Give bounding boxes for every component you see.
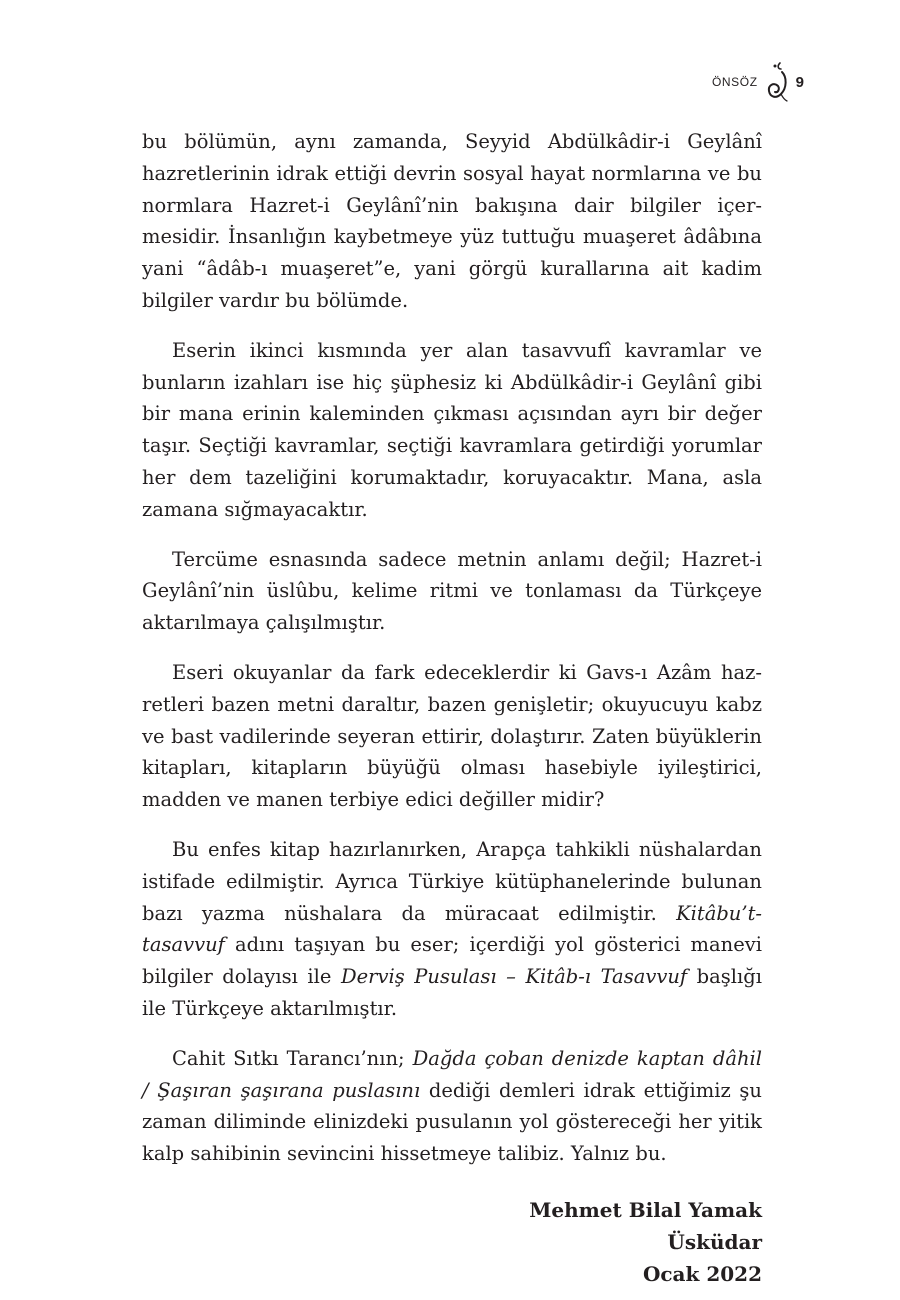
italic-text: Derviş Pusulası – Kitâb-ı Tasavvuf [340, 965, 688, 989]
text-segment: Cahit Sıtkı Tarancı’nın; [172, 1046, 413, 1070]
paragraph [142, 126, 762, 317]
text-segment: Eserin ikinci kısmında yer alan tasavvufî kavramlar ve bunların izahları ise hiç şüphesiz ki Abdülkâdir-i Geylânî gibi bir mana erinin kaleminden çıkması açısından ayrı bir değer taşır. Seçtiği kavramlar, seçtiği kavramlara getirdiği yorumlar her dem tazeliğini korumaktadır, koruyacaktır. Mana, asla zamana sığmayacaktır. [142, 338, 762, 521]
text-segment: başlığı ile Türkçeye aktarılmıştır. [142, 965, 762, 1020]
italic-text: Kitâbu’t-tasavvuf [142, 901, 762, 957]
text-segment: Eseri okuyanlar da fark edeceklerdir ki Gavs-ı Azâm hazretleri bazen metni daraltır, bazen genişletir; okuyucuyu kabz ve bast vadilerinde seyeran ettirir, dolaştırır. Zaten büyüklerin kitapları, kitapların büyüğü olması hasebiyle iyileştirici, madden ve manen terbiye edici değiller midir? [142, 660, 762, 812]
paragraph [142, 1043, 762, 1170]
page-header [712, 60, 804, 104]
text-segment: bu bölümün, aynı zamanda, Seyyid Abdülkâdir-i Geylânî hazretlerinin idrak ettiği devrin sosyal hayat normlarına ve bu normlara Hazret-i Geylânî’nin bakışına dair bilgiler içermesidir. İnsanlığın kaybetmeye yüz tuttuğu muaşeret âdâbına yani “âdâb-ı muaşeret”e, yani görgü kurallarına ait kadim bilgiler vardır bu bölümde. [142, 130, 762, 312]
signature-date: Ocak 2022 [642, 1261, 762, 1286]
paragraph [142, 335, 762, 526]
calligraphic-ornament-icon [766, 60, 788, 104]
signature-block [142, 1194, 762, 1290]
page-number: 9 [795, 73, 804, 91]
paragraph [142, 544, 762, 639]
section-label: ÖNSÖZ [711, 75, 758, 89]
text-segment: adını taşıyan bu eser; içerdiği yol gösterici manevi bilgiler dolayısı ile [142, 933, 762, 989]
text-segment: Bu enfes kitap hazırlanırken, Arapça tahkikli nüshalardan istifade edilmiştir. Ayrıca Türkiye kütüphanelerinde bulunan bazı yazma nüshalara da müracaat edilmiştir. [142, 837, 762, 925]
text-segment: Tercüme esnasında sadece metnin anlamı değil; Hazret-i Geylânî’nin üslûbu, kelime ritmi ve tonlaması da Türkçeye aktarılmaya çalışılmıştır. [142, 547, 762, 635]
paragraph [142, 657, 762, 816]
text-segment: dediği demleri idrak ettiğimiz şu zaman diliminde elinizdeki pusulanın yol göstereceği her yitik kalp sahibinin sevincini hissetmeye talibiz. Yalnız bu. [142, 1078, 762, 1166]
main-text [142, 126, 762, 1290]
italic-text: Dağda çoban denizde kaptan dâhil / Şaşıran şaşırana puslasını [142, 1046, 762, 1102]
paragraph [142, 834, 762, 1025]
author-name: Mehmet Bilal Yamak [529, 1197, 762, 1222]
signature-place: Üsküdar [667, 1229, 762, 1254]
